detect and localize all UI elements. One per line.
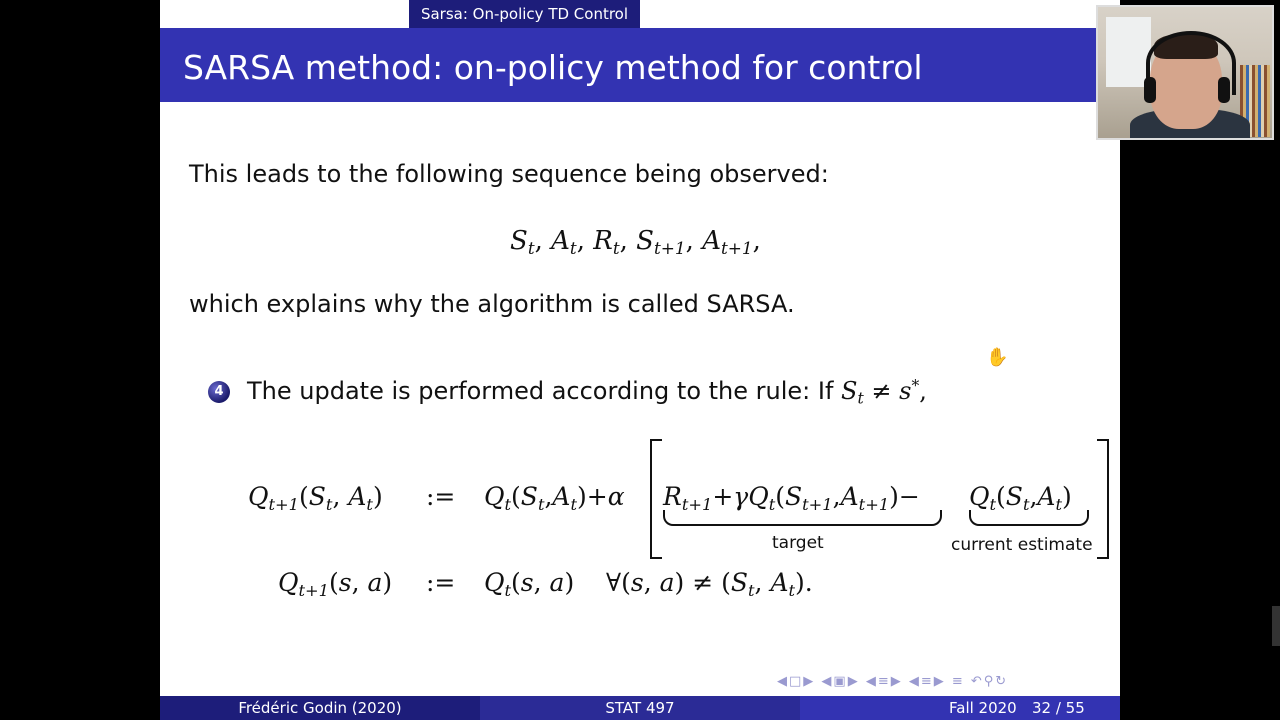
section-label: Sarsa: On-policy TD Control bbox=[409, 0, 640, 28]
bullet-text: The update is performed according to the rule: If bbox=[247, 377, 834, 405]
footer-course: STAT 497 bbox=[480, 696, 800, 720]
enumerate-bullet: 4 bbox=[208, 381, 230, 403]
slide-content bbox=[160, 102, 1120, 696]
footer-page-number: 32 / 55 bbox=[1032, 699, 1085, 717]
estimate-label: current estimate bbox=[951, 535, 1093, 555]
equation-line1-rhs-start: $Q_t(S_t,A_t)+\alpha$ bbox=[484, 482, 625, 514]
explain-text: which explains why the algorithm is called SARSA. bbox=[189, 290, 795, 318]
target-underbrace bbox=[663, 510, 942, 526]
webcam-headset-left bbox=[1144, 77, 1156, 103]
webcam-window bbox=[1106, 17, 1151, 87]
bullet-condition: $S_t \ne s^*$, bbox=[841, 377, 927, 408]
equation-estimate-term: $Q_t(S_t,A_t)$ bbox=[969, 482, 1072, 514]
target-label: target bbox=[772, 533, 824, 553]
slide-title: SARSA method: on-policy method for control bbox=[183, 48, 923, 87]
webcam-video-overlay bbox=[1096, 5, 1274, 140]
left-bracket bbox=[650, 439, 662, 559]
footer-term: Fall 2020 bbox=[949, 699, 1017, 717]
footer-right bbox=[800, 696, 1120, 720]
slide bbox=[160, 0, 1120, 720]
hand-cursor-icon: ✋ bbox=[986, 347, 1009, 368]
estimate-underbrace bbox=[969, 510, 1089, 526]
intro-text: This leads to the following sequence being observed: bbox=[189, 160, 829, 188]
bullet-item bbox=[247, 377, 927, 408]
title-bar bbox=[160, 28, 1120, 102]
equation-line1-lhs: $Q_{t+1}(S_t$, $A_t$) bbox=[248, 482, 383, 514]
webcam-headset-right bbox=[1218, 77, 1230, 103]
equation-line2-rhs: $Q_t(s$, a) ∀(s, $a) \ne (S_t$, $A_t$). bbox=[484, 568, 813, 600]
slide-footer bbox=[160, 696, 1120, 720]
equation-target-term: $R_{t+1}+\gamma Q_t(S_{t+1},A_{t+1})-$ bbox=[663, 482, 920, 514]
slide-header bbox=[160, 0, 1120, 28]
footer-author: Frédéric Godin (2020) bbox=[160, 696, 480, 720]
sars-sequence: $S_t$, $A_t$, $R_t$, $S_{t+1}$, $A_{t+1}$, bbox=[510, 226, 761, 259]
beamer-navigation-icons[interactable]: ◀□▶ ◀▣▶ ◀≡▶ ◀≡▶ ≡ ↶⚲↻ bbox=[777, 674, 1009, 689]
window-scrollbar[interactable] bbox=[1272, 606, 1280, 646]
assign-operator-1: := bbox=[426, 482, 456, 511]
assign-operator-2: := bbox=[426, 568, 456, 597]
right-bracket bbox=[1097, 439, 1109, 559]
equation-line2-lhs: $Q_{t+1}(s$, a) bbox=[278, 568, 393, 600]
